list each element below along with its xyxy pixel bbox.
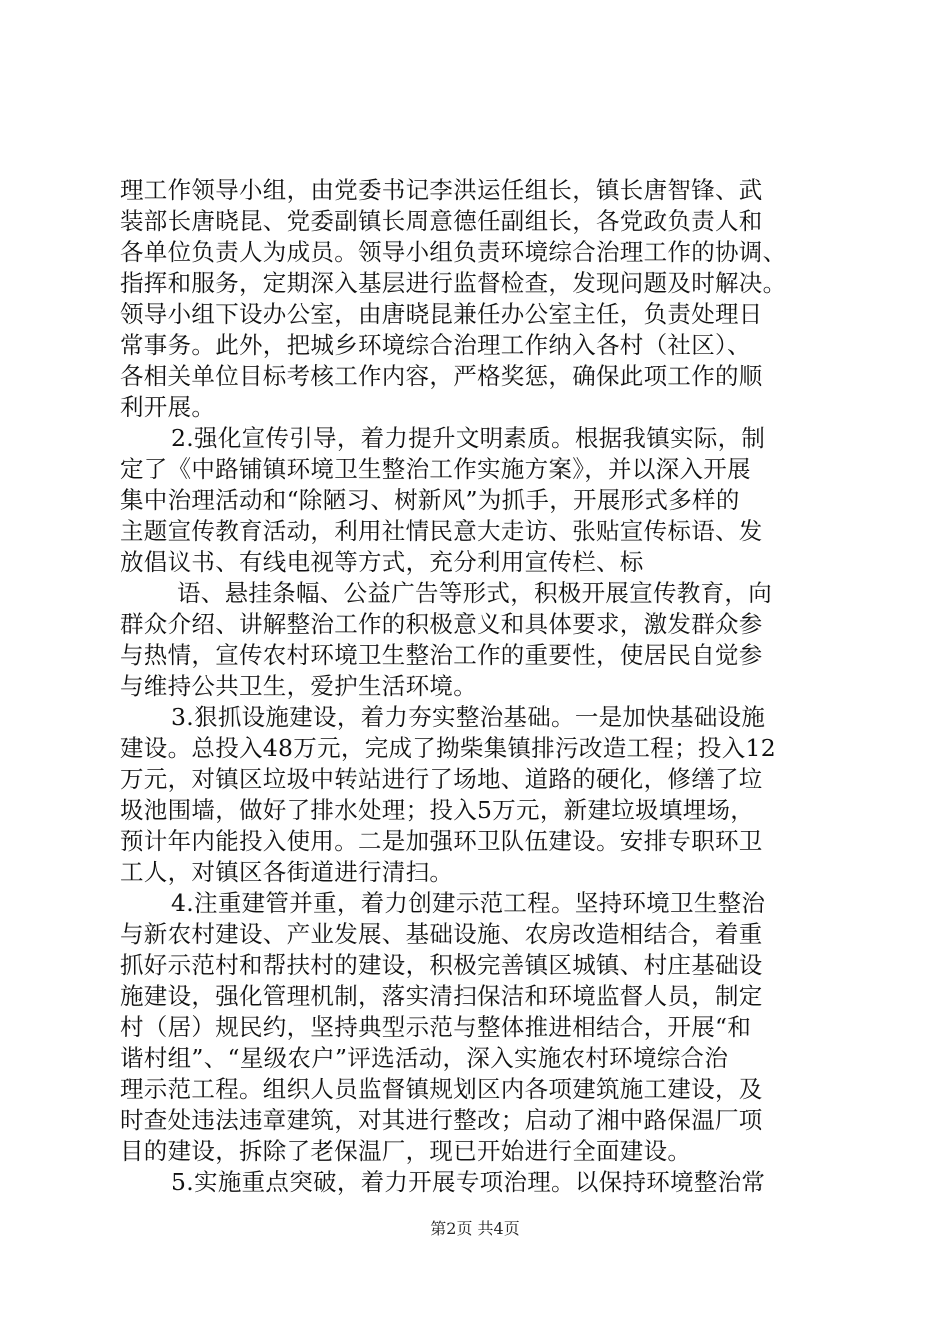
text-line: 与维持公共卫生，爱护生活环境。	[120, 672, 477, 700]
text-line: 万元，对镇区垃圾中转站进行了场地、道路的硬化，修缮了垃	[120, 765, 763, 793]
text-line: 建设。总投入48万元，完成了拗柴集镇排污改造工程；投入12	[120, 734, 777, 762]
text-line: 目的建设，拆除了老保温厂，现已开始进行全面建设。	[120, 1137, 692, 1165]
text-line: 装部长唐晓昆、党委副镇长周意德任副组长，各党政负责人和	[120, 207, 763, 235]
text-line: 放倡议书、有线电视等方式，充分利用宣传栏、标	[120, 548, 644, 576]
text-line: 工人，对镇区各街道进行清扫。	[120, 858, 454, 886]
text-line: 定了《中路铺镇环境卫生整治工作实施方案》，并以深入开展	[120, 455, 751, 483]
text-line: 谐村组”、“星级农户”评选活动，深入实施农村环境综合治	[120, 1044, 729, 1072]
text-line: 语、悬挂条幅、公益广告等形式，积极开展宣传教育，向	[177, 579, 772, 607]
text-line: 利开展。	[120, 393, 216, 421]
text-line: 理工作领导小组，由党委书记李洪运任组长，镇长唐智锋、武	[120, 176, 763, 204]
paragraph-3-start: 3.狠抓设施建设，着力夯实整治基础。一是加快基础设施	[171, 703, 766, 731]
paragraph-5-start: 5.实施重点突破，着力开展专项治理。以保持环境整治常	[171, 1168, 766, 1196]
text-line: 抓好示范村和帮扶村的建设，积极完善镇区城镇、村庄基础设	[120, 951, 763, 979]
text-line: 时查处违法违章建筑，对其进行整改；启动了湘中路保温厂项	[120, 1106, 763, 1134]
page-footer: 第2页 共4页	[430, 1219, 520, 1238]
text-line: 与新农村建设、产业发展、基础设施、农房改造相结合，着重	[120, 920, 763, 948]
text-line: 村（居）规民约，坚持典型示范与整体推进相结合，开展“和	[120, 1013, 752, 1041]
text-line: 领导小组下设办公室，由唐晓昆兼任办公室主任，负责处理日	[120, 300, 763, 328]
text-line: 预计年内能投入使用。二是加强环卫队伍建设。安排专职环卫	[120, 827, 763, 855]
text-line: 指挥和服务，定期深入基层进行监督检查，发现问题及时解决。	[120, 269, 787, 297]
paragraph-4-start: 4.注重建管并重，着力创建示范工程。坚持环境卫生整治	[171, 889, 766, 917]
text-line: 主题宣传教育活动，利用社情民意大走访、张贴宣传标语、发	[120, 517, 763, 545]
text-line: 与热情，宣传农村环境卫生整治工作的重要性，使居民自觉参	[120, 641, 763, 669]
text-line: 施建设，强化管理机制，落实清扫保洁和环境监督人员，制定	[120, 982, 763, 1010]
text-line: 圾池围墙，做好了排水处理；投入5万元，新建垃圾填埋场，	[120, 796, 755, 824]
text-line: 各单位负责人为成员。领导小组负责环境综合治理工作的协调、	[120, 238, 787, 266]
text-line: 群众介绍、讲解整治工作的积极意义和具体要求，激发群众参	[120, 610, 763, 638]
text-line: 理示范工程。组织人员监督镇规划区内各项建筑施工建设，及	[120, 1075, 763, 1103]
text-line: 各相关单位目标考核工作内容，严格奖惩，确保此项工作的顺	[120, 362, 763, 390]
paragraph-2-start: 2.强化宣传引导，着力提升文明素质。根据我镇实际，制	[171, 424, 766, 452]
text-line: 集中治理活动和“除陋习、树新风”为抓手，开展形式多样的	[120, 486, 740, 514]
text-line: 常事务。此外，把城乡环境综合治理工作纳入各村（社区）、	[120, 331, 751, 359]
